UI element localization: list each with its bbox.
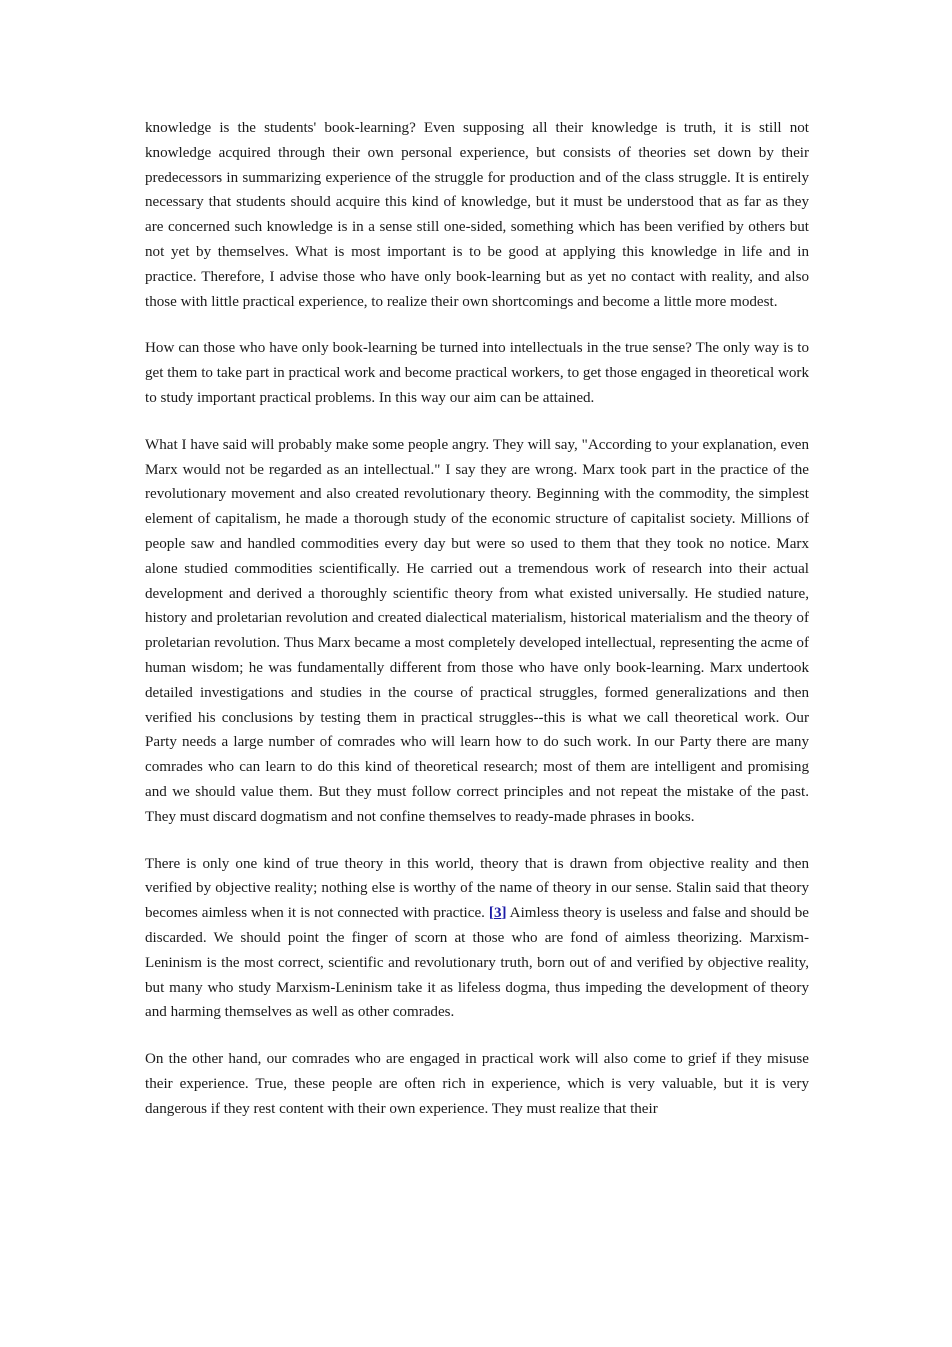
paragraph-4 bbox=[145, 852, 809, 1026]
paragraph-5: On the other hand, our comrades who are engaged in practical work will also come to grief if they misuse their experience. True, these people are often rich in experience, which is very valuable, but it is very dangerous if they rest content with their own experience. They must realize that their bbox=[145, 1051, 809, 1117]
paragraph-2: How can those who have only book-learning be turned into intellectuals in the true sense? The only way is to get them to take part in practical work and become practical workers, to get those engaged in theoretical work to study important practical problems. In this way our aim can be attained. bbox=[145, 340, 809, 406]
paragraph-4-text-after: Aimless theory is useless and false and should be discarded. We should point the finger of scorn at those who are fond of aimless theorizing. Marxism-Leninism is the most correct, scientific and revolutionary truth, born out of and verified by objective reality, but many who study Marxism-Leninism take it as lifeless dogma, thus impeding the development of theory and harming themselves as well as other comrades. bbox=[145, 905, 809, 1021]
paragraph-4-text-before: There is only one kind of true theory in this world, theory that is drawn from objective reality and then verified by objective reality; nothing else is worthy of the name of theory in our sense. Stalin said that theory becomes aimless when it is not connected with practice. bbox=[145, 855, 809, 922]
footnote-close-bracket: ] bbox=[501, 905, 507, 922]
footnote-link[interactable]: 3 bbox=[493, 905, 502, 922]
document-page bbox=[145, 116, 809, 1121]
footnote-reference[interactable] bbox=[489, 905, 507, 921]
paragraph-1: knowledge is the students' book-learning? Even supposing all their knowledge is truth, it is still not knowledge acquired through their own personal experience, but consists of theories set down by their predecessors in summarizing experience of the struggle for production and of the class struggle. It is entirely necessary that students should acquire this kind of knowledge, but it must be understood that as far as they are concerned such knowledge is in a sense still one-sided, something which has been verified by others but not yet by themselves. What is most important is to be good at applying this knowledge in life and in practice. Therefore, I advise those who have only book-learning but as yet no contact with reality, and also those with little practical experience, to realize their own shortcomings and become a little more modest. bbox=[145, 120, 809, 310]
footnote-open-bracket: [ bbox=[488, 905, 494, 922]
paragraph-3: What I have said will probably make some people angry. They will say, "According to your explanation, even Marx would not be regarded as an intellectual." I say they are wrong. Marx took part in the practice of the revolutionary movement and also created revolutionary theory. Beginning with the commodity, the simplest element of capitalism, he made a thorough study of the economic structure of capitalist society. Millions of people saw and handled commodities every day but were so used to them that they took no notice. Marx alone studied commodities scientifically. He carried out a tremendous work of research into their actual development and derived a thoroughly scientific theory from what existed universally. He studied nature, history and proletarian revolution and created dialectical materialism, historical materialism and the theory of proletarian revolution. Thus Marx became a most completely developed intellectual, representing the acme of human wisdom; he was fundamentally different from those who have only book-learning. Marx undertook detailed investigations and studies in the course of practical struggles, formed generalizations and then verified his conclusions by testing them in practical struggles--this is what we call theoretical work. Our Party needs a large number of comrades who will learn how to do such work. In our Party there are many comrades who can learn to do this kind of theoretical research; most of them are intelligent and promising and we should value them. But they must follow correct principles and not repeat the mistake of the past. They must discard dogmatism and not confine themselves to ready-made phrases in books. bbox=[145, 436, 809, 825]
